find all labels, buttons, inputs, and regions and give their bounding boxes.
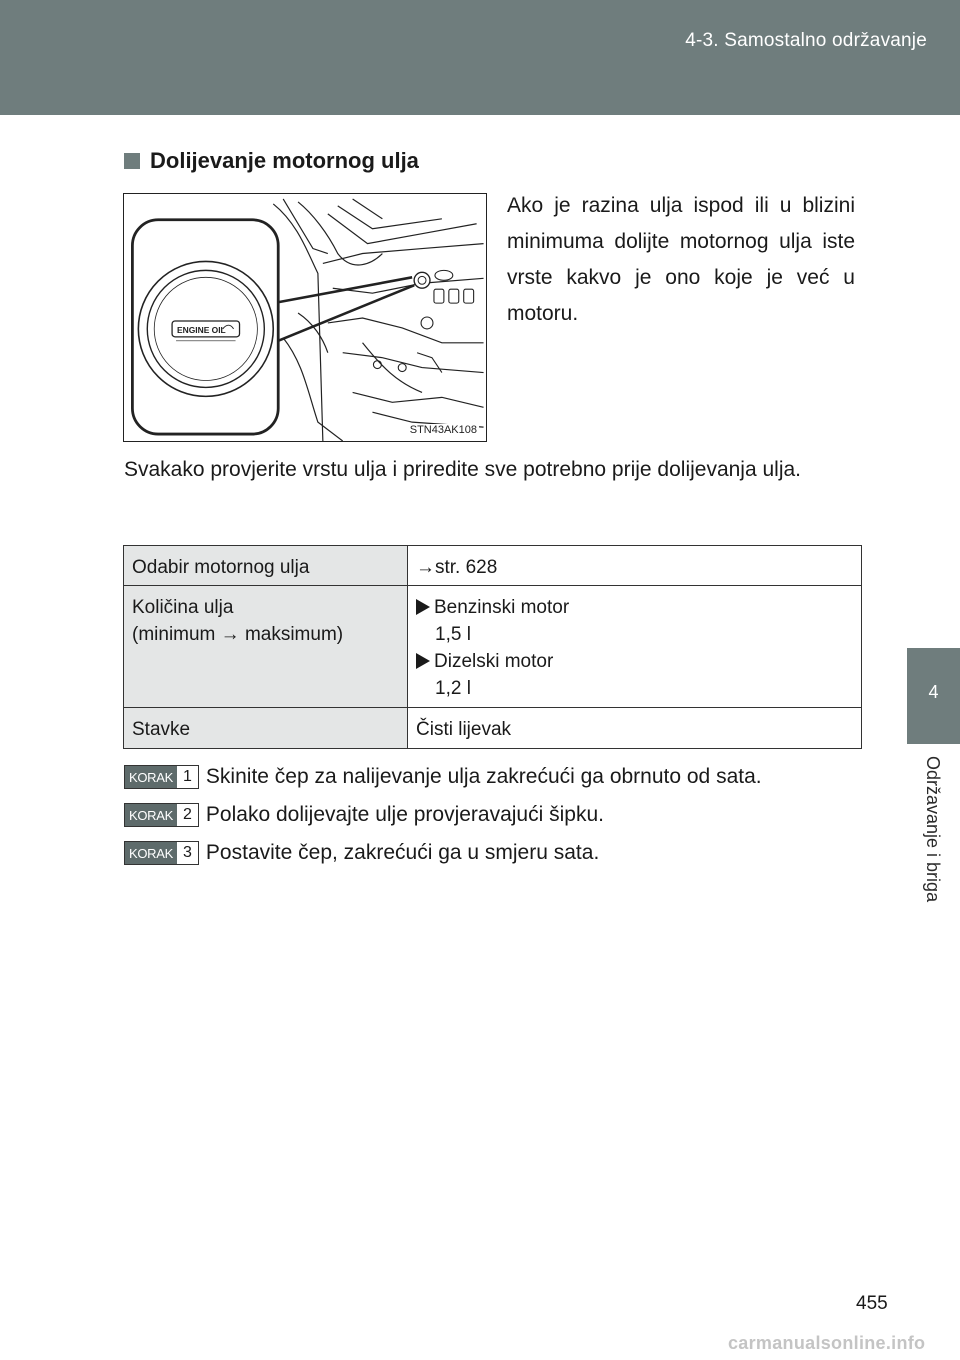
body-paragraph: Svakako provjerite vrstu ulja i priredite sve potrebno prije dolijevanja ulja. xyxy=(124,458,802,481)
triangle-bullet-icon xyxy=(416,599,430,615)
engine-variant: Dizelski motor xyxy=(416,648,853,675)
cap-label-text: ENGINE OIL xyxy=(177,324,226,335)
header-section-title: 4-3. Samostalno održavanje xyxy=(685,30,927,51)
engine-variant: Benzinski motor xyxy=(416,594,853,621)
engine-oil-cap-figure xyxy=(123,193,487,442)
table-value-cell: Čisti lijevak xyxy=(408,708,862,749)
page-number: 455 xyxy=(856,1293,888,1314)
chapter-label: Održavanje i briga xyxy=(923,756,943,903)
step-text: Skinite čep za nalijevanje ulja zakrećući ga obrnuto od sata. xyxy=(205,765,762,788)
watermark: carmanualsonline.info xyxy=(728,1333,926,1353)
chapter-number: 4 xyxy=(928,682,939,702)
chapter-label-wrap xyxy=(907,744,960,934)
table-label-cell: Odabir motornog ulja xyxy=(124,546,408,586)
table-value-cell: →str. 628 xyxy=(408,546,862,586)
chapter-tab xyxy=(907,648,960,744)
step-item xyxy=(124,758,762,796)
engine-bay-illustration xyxy=(124,194,486,441)
table-row xyxy=(124,586,862,708)
step-item xyxy=(124,834,762,872)
oil-spec-table xyxy=(123,545,862,749)
header-band xyxy=(0,0,960,115)
table-row xyxy=(124,546,862,586)
step-item xyxy=(124,796,762,834)
triangle-bullet-icon xyxy=(416,653,430,669)
step-badge: KORAK 1 xyxy=(124,765,199,789)
step-text: Polako dolijevajte ulje provjeravajući šipku. xyxy=(205,803,604,826)
table-label-cell: Količina ulja (minimum → maksimum) xyxy=(124,586,408,708)
intro-paragraph: Ako je razina ulja ispod ili u blizini minimuma dolijte motornog ulja iste vrste kakvo je ono koje je već u motoru. xyxy=(507,194,855,325)
table-label-cell: Stavke xyxy=(124,708,408,749)
variant-amount: 1,5 l xyxy=(435,624,471,645)
variant-amount: 1,2 l xyxy=(435,678,471,699)
step-badge: KORAK 3 xyxy=(124,841,199,865)
step-badge: KORAK 2 xyxy=(124,803,199,827)
table-row xyxy=(124,708,862,749)
step-text: Postavite čep, zakrećući ga u smjeru sata. xyxy=(205,841,600,864)
section-heading-text: Dolijevanje motornog ulja xyxy=(150,148,419,173)
heading-square-icon xyxy=(124,153,140,169)
section-heading xyxy=(124,148,419,174)
figure-code: STN43AK108 xyxy=(409,424,477,436)
table-value-cell xyxy=(408,586,862,708)
step-list xyxy=(124,758,762,872)
